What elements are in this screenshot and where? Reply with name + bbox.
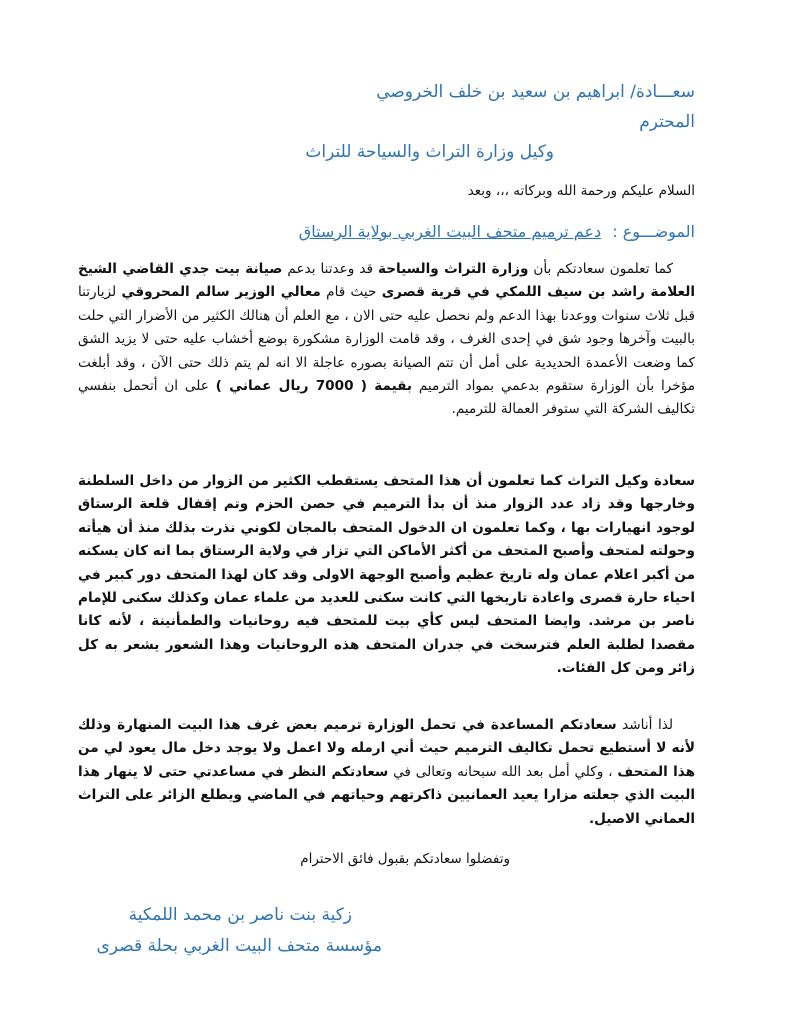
p3-request: سعادتكم المساعدة في تحمل الوزارة ترميم بعض غرف هذا البيت المنهارة وذلك لأنه لا أستطيع تحمل تكاليف الترميم حيث أني ارمله ولا اعمل ولا يوجد دخل مال يعود لي من هذا المتحف — [78, 717, 696, 780]
subject-text: دعم ترميم متحف البيت الغربي بولاية الرستاق — [298, 222, 602, 241]
p1-text-2: قد وعدتنا بدعم — [287, 261, 373, 277]
p1-text-3: حيث قام — [326, 284, 377, 301]
subject-line — [299, 222, 695, 241]
honorific: المحترم — [639, 112, 695, 132]
greeting: السلام عليكم ورحمة الله وبركاته ،،، وبعد — [467, 183, 695, 199]
addressee: سعـــادة/ ابراهيم بن سعيد بن خلف الخروصي — [376, 82, 695, 102]
p1-minister: معالي الوزير سالم المحروقي — [121, 284, 321, 301]
subject-label: الموضـــوع : — [612, 222, 695, 241]
recipient-position: وكيل وزارة التراث والسياحة للتراث — [305, 142, 554, 162]
p1-amount: بقيمة ( 7000 ريال عماني ) — [215, 378, 413, 395]
p1-maintenance-house: صيانة بيت جدي القاضي الشيخ العلامة راشد بن سيف اللمكي في قرية قصرى — [78, 261, 695, 301]
paragraph-1 — [78, 258, 695, 422]
signature-name: زكية بنت ناصر بن محمد اللمكية — [128, 905, 352, 925]
p3-request-2: سعادتكم النظر في مساعدتي حتى لا ينهار هذا البيت الذي جعلته مزارا يعيد العمانيين ذاكرتهم وحياتهم في الماضي ويطلع الزائر على التراث العماني الاصيل. — [78, 763, 695, 827]
closing: وتفضلوا سعادتكم بقبول فائق الاحترام — [300, 851, 510, 867]
p1-text-1: كما تعلمون سعادتكم بأن — [533, 261, 673, 277]
signature-organization: مؤسسة متحف البيت الغربي بحلة قصرى — [96, 936, 382, 956]
p1-ministry: وزارة التراث والسياحة — [377, 261, 529, 277]
p3-text-2: ، وكلي أمل بعد الله سبحانه وتعالى في — [393, 763, 613, 780]
paragraph-2: سعادة وكيل التراث كما تعلمون أن هذا المتحف يستقطب الكثير من الزوار من داخل السلطنة وخارجها وقد زاد عدد الزوار منذ أن بدأ الترميم في حصن الحزم وتم إقفال قلعة الرستاق لوجود انهيارات بها ، وكما تعلمون ان الدخول المتحف بالمجان لكوني نذرت بذلك منذ أن هيأته وحولته لمتحف وأصبح المتحف من أكثر الأماكن التي تزار في ولاية الرستاق بما انه كان يسكنه من أكبر اعلام عمان وله تاريخ عظيم وأصبح الوجهة الاولى وقد كان لهذا المتحف دور كبير في احياء حارة قصرى واعادة تاريخها التي كانت سكنى للعديد من علماء عمان وكذلك سكنى للإمام ناصر بن مرشد. وايضا المتحف ليس كأي بيت للمتحف فيه روحانيات والطمأنينة ، لأنه كانا مقصدا لطلبة العلم فترسخت في جدران المتحف هذه الروحانيات وهذا الشعور يشعر به كل زائر ومن كل الفئات. — [78, 473, 695, 677]
paragraph-3 — [78, 714, 695, 831]
p1-text-4: لزيارتنا قبل ثلاث سنوات ووعدنا بهذا الدعم ولم نحصل عليه حتى الان ، مع العلم أن هنالك الكثير من الأضرار التي حلت بالبيت وآخرها وجود شق في إحدى الغرف ، وقد قامت الوزارة مشكورة بوضع أخشاب عليه حتى لا يزيد الشق كما وضعت الأعمدة الحديدية على أمل أن تتم الصيانة بصوره عاجلة الا انه لم يتم ذلك حتى الآن ، وقد أبلغت مؤخرا بأن الوزارة ستقوم بدعمي بمواد الترميم — [78, 284, 696, 395]
p1-text-5: على ان أتحمل بنفسي تكاليف الشركة التي ستوفر العمالة للترميم. — [78, 378, 695, 418]
p3-text-1: لذا أناشد — [622, 717, 673, 733]
